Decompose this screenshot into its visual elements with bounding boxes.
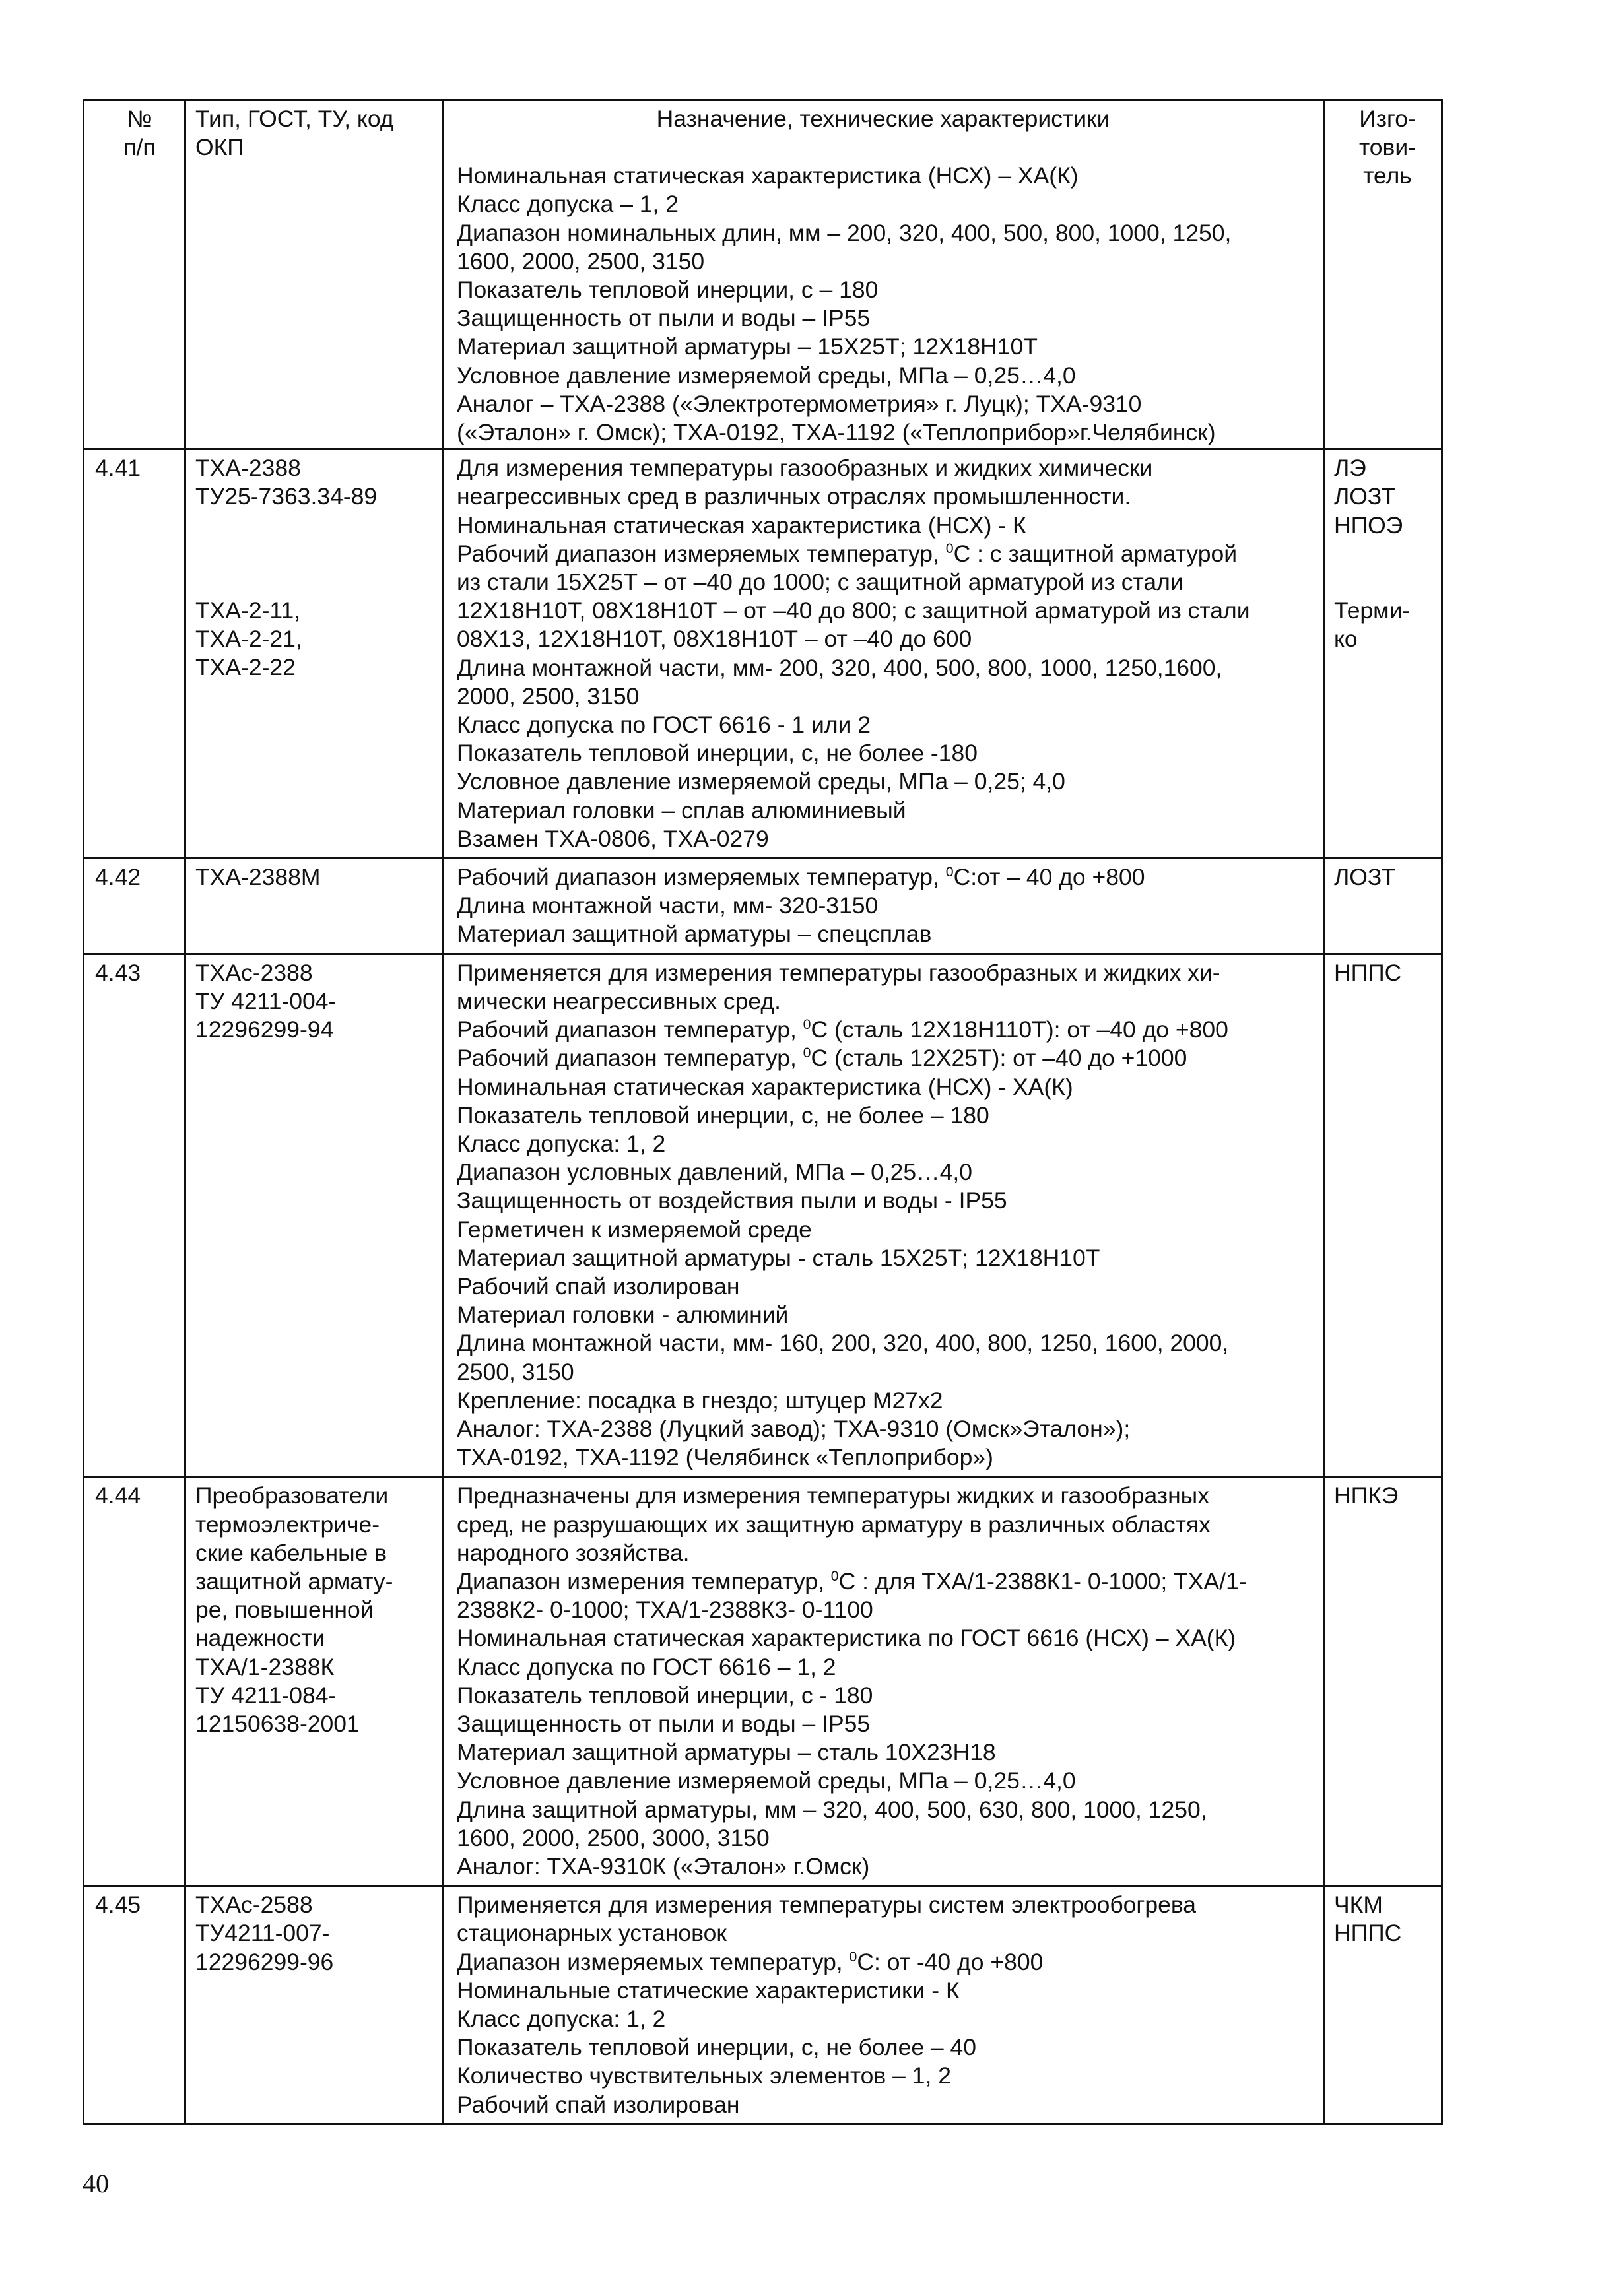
description-line: Материал головки – сплав алюминиевый (457, 797, 906, 824)
description-line: Защищенность от пыли и воды – IP55 (457, 305, 871, 332)
type-line: ТУ 4211-004- (195, 987, 337, 1014)
description-line: Номинальные статические характеристики - К (457, 1977, 960, 2004)
row-maker (1324, 859, 1442, 954)
description-line: 2388К2- 0-1000; ТХА/1-2388К3- 0-1100 (457, 1596, 873, 1624)
row-type (185, 1477, 443, 1886)
description-line: 2000, 2500, 3150 (457, 682, 640, 709)
type-line: надежности (195, 1625, 325, 1652)
continued-description (444, 162, 1323, 447)
description-line: Количество чувствительных элементов – 1, 2 (457, 2062, 951, 2089)
type-line (195, 568, 442, 597)
description-line: 1600, 2000, 2500, 3150 (457, 247, 705, 275)
maker-line: ко (1334, 626, 1358, 653)
row-type (185, 449, 443, 859)
description-line: Защищенность от воздействия пыли и воды - IP55 (457, 1187, 1007, 1214)
header-number-line: № (127, 106, 152, 132)
maker-line: Терми- (1334, 597, 1411, 624)
type-line: ские кабельные в (195, 1539, 387, 1566)
description-line: Диапазон измерения температур, $^0$С : для ТХА/1-2388К1- 0-1000; ТХА/1- (457, 1567, 1247, 1594)
row-maker (1324, 449, 1442, 859)
specification-table (83, 99, 1443, 2125)
maker-line: НПКЭ (1334, 1482, 1399, 1509)
header-number-line: п/п (123, 134, 156, 161)
description-line: Материал защитной арматуры - сталь 15Х25Т; 12Х18Н10Т (457, 1244, 1100, 1271)
description-line: Длина монтажной части, мм- 160, 200, 320, 400, 800, 1250, 1600, 2000, (457, 1330, 1229, 1357)
row-description (443, 1477, 1324, 1886)
row-number: 4.45 (84, 1886, 185, 2124)
row-number: 4.41 (84, 449, 185, 859)
description-line: неагрессивных сред в различных отраслях промышленности. (457, 483, 1131, 510)
table-header-row (84, 100, 1442, 449)
description-line: мически неагрессивных сред. (457, 987, 781, 1014)
description-line: Класс допуска: 1, 2 (457, 2006, 666, 2032)
description-line: Класс допуска по ГОСТ 6616 - 1 или 2 (457, 711, 871, 738)
row-type (185, 859, 443, 954)
type-line (195, 540, 442, 568)
type-line (195, 511, 442, 540)
row-maker (1324, 1477, 1442, 1886)
description-line: Материал защитной арматуры – сталь 10Х23Н18 (457, 1739, 996, 1766)
type-line: ТХА-2388М (195, 864, 321, 891)
description-line: Для измерения температуры газообразных и жидких химически (457, 455, 1153, 482)
type-line: термоэлектриче- (195, 1511, 380, 1538)
table-row (84, 1477, 1442, 1886)
header-description (443, 100, 1324, 449)
header-description-text: Назначение, технические характеристики (656, 106, 1110, 132)
header-type-line: Тип, ГОСТ, ТУ, код (195, 106, 394, 132)
type-line: защитной армату- (195, 1567, 393, 1594)
description-line: Диапазон измеряемых температур, $^0$С: от -40 до +800 (457, 1948, 1044, 1975)
description-line: Класс допуска: 1, 2 (457, 1130, 666, 1157)
description-line: Герметичен к измеряемой среде (457, 1216, 812, 1243)
description-line: Аналог: ТХА-2388 (Луцкий завод); ТХА-9310 (Омск»Эталон»); (457, 1415, 1131, 1442)
row-description (443, 449, 1324, 859)
description-line: Взамен ТХА-0806, ТХА-0279 (457, 825, 769, 852)
description-line: Рабочий спай изолирован (457, 1272, 740, 1299)
type-line: ТХА/1-2388К (195, 1653, 335, 1680)
maker-line: НПОЭ (1334, 511, 1403, 539)
description-line: Защищенность от пыли и воды – IP55 (457, 1710, 871, 1737)
row-description (443, 954, 1324, 1477)
type-line: 12150638-2001 (195, 1710, 360, 1737)
description-line: Крепление: посадка в гнездо; штуцер М27х2 (457, 1387, 943, 1414)
header-maker-line: тель (1363, 162, 1412, 189)
row-number: 4.43 (84, 954, 185, 1477)
row-type (185, 1886, 443, 2124)
description-line: Длина монтажной части, мм- 320-3150 (457, 892, 879, 919)
row-number: 4.42 (84, 859, 185, 954)
description-line: Номинальная статическая характеристика (НСХ) – ХА(К) (457, 162, 1079, 189)
description-line: Длина монтажной части, мм- 200, 320, 400, 500, 800, 1000, 1250,1600, (457, 654, 1222, 681)
description-line: Условное давление измеряемой среды, МПа – 0,25…4,0 (457, 362, 1076, 389)
description-line: 08Х13, 12Х18Н10Т, 08Х18Н10Т – от –40 до 600 (457, 626, 972, 653)
table-body (84, 449, 1442, 2124)
description-line: Показатель тепловой инерции, с, не более – 180 (457, 1101, 989, 1129)
description-line: Условное давление измеряемой среды, МПа – 0,25; 4,0 (457, 768, 1065, 795)
description-line: Номинальная статическая характеристика (НСХ) - К (457, 511, 1026, 539)
description-line: Показатель тепловой инерции, с, не более – 40 (457, 2034, 977, 2061)
type-line: 12296299-96 (195, 1948, 334, 1975)
description-line: Материал защитной арматуры – спецсплав (457, 921, 932, 948)
type-line: ТУ25-7363.34-89 (195, 483, 378, 510)
description-line: Номинальная статическая характеристика (НСХ) - ХА(К) (457, 1073, 1073, 1100)
row-number: 4.44 (84, 1477, 185, 1886)
type-line: ТХА-2-22 (195, 654, 296, 681)
description-line: сред, не разрушающих их защитную арматуру в различных областях (457, 1511, 1211, 1538)
type-line: ТУ4211-007- (195, 1920, 330, 1947)
description-line: Показатель тепловой инерции, с – 180 (457, 277, 879, 304)
description-line: Применяется для измерения температуры систем электрообогрева (457, 1891, 1197, 1919)
maker-line: ЧКМ (1334, 1891, 1383, 1919)
description-line: стационарных установок (457, 1920, 727, 1947)
row-maker (1324, 1886, 1442, 2124)
maker-line: ЛОЗТ (1334, 483, 1396, 510)
row-description (443, 859, 1324, 954)
row-type (185, 954, 443, 1477)
header-maker (1324, 100, 1442, 449)
description-line: Класс допуска – 1, 2 (457, 191, 679, 218)
description-line: 2500, 3150 (457, 1358, 574, 1385)
maker-line: НППС (1334, 1920, 1402, 1947)
description-line: Аналог – ТХА-2388 («Электротермометрия» г. Луцк); ТХА-9310 (457, 390, 1142, 417)
table-row (84, 449, 1442, 859)
header-number (84, 100, 185, 449)
description-line: Диапазон условных давлений, МПа – 0,25…4,0 (457, 1159, 973, 1186)
description-line: («Эталон» г. Омск); ТХА-0192, ТХА-1192 («Теплоприбор»г.Челябинск) (457, 419, 1216, 446)
description-line: Показатель тепловой инерции, с - 180 (457, 1682, 873, 1709)
description-line: Показатель тепловой инерции, с, не более -180 (457, 740, 978, 767)
type-line: ТХА-2388 (195, 455, 301, 482)
description-line: Аналог: ТХА-9310К («Эталон» г.Омск) (457, 1853, 870, 1880)
description-line: Рабочий диапазон измеряемых температур, $^0$С:от – 40 до +800 (457, 864, 1145, 891)
description-line: Номинальная статическая характеристика по ГОСТ 6616 (НСХ) – ХА(К) (457, 1625, 1236, 1652)
maker-line: НППС (1334, 959, 1402, 986)
table-row (84, 859, 1442, 954)
description-line: ТХА-0192, ТХА-1192 (Челябинск «Теплоприбор») (457, 1444, 993, 1471)
type-line: ТУ 4211-084- (195, 1682, 337, 1709)
table-row (84, 1886, 1442, 2124)
description-line: Рабочий диапазон измеряемых температур, $^0$С : с защитной арматурой (457, 540, 1238, 567)
header-maker-line: Изго- (1359, 106, 1416, 132)
type-line: ТХА-2-21, (195, 625, 302, 652)
row-description (443, 1886, 1324, 2124)
type-line: Преобразователи (195, 1482, 389, 1509)
page-number: 40 (83, 2169, 109, 2198)
description-line: Рабочий спай изолирован (457, 2091, 740, 2118)
description-line: 12Х18Н10Т, 08Х18Н10Т – от –40 до 800; с защитной арматурой из стали (457, 597, 1250, 624)
maker-line: ЛОЗТ (1334, 864, 1396, 891)
row-maker (1324, 954, 1442, 1477)
description-line: 1600, 2000, 2500, 3000, 3150 (457, 1824, 770, 1851)
maker-line (1334, 568, 1441, 597)
description-line: Диапазон номинальных длин, мм – 200, 320, 400, 500, 800, 1000, 1250, (457, 219, 1232, 246)
table-row (84, 954, 1442, 1477)
description-line: из стали 15Х25Т – от –40 до 1000; с защитной арматурой из стали (457, 569, 1183, 596)
type-line: 12296299-94 (195, 1016, 334, 1043)
description-line: Условное давление измеряемой среды, МПа – 0,25…4,0 (457, 1767, 1076, 1794)
description-line: Предназначены для измерения температуры жидких и газообразных (457, 1482, 1209, 1509)
header-type-line: ОКП (195, 134, 244, 161)
header-type (185, 100, 443, 449)
type-line: ТХАс-2388 (195, 959, 313, 986)
maker-line: ЛЭ (1334, 455, 1366, 482)
description-line: Рабочий диапазон температур, $^0$С (сталь 12Х18Н110Т): от –40 до +800 (457, 1016, 1228, 1043)
header-maker-line: тови- (1358, 134, 1417, 161)
description-line: Материал головки - алюминий (457, 1301, 789, 1328)
description-line: народного зозяйства. (457, 1539, 690, 1566)
description-line: Материал защитной арматуры – 15Х25Т; 12Х18Н10Т (457, 333, 1038, 360)
description-line: Класс допуска по ГОСТ 6616 – 1, 2 (457, 1653, 836, 1680)
description-line: Рабочий диапазон температур, $^0$С (сталь 12Х25Т): от –40 до +1000 (457, 1045, 1187, 1072)
type-line: ТХА-2-11, (195, 597, 301, 624)
type-line: ТХАс-2588 (195, 1891, 313, 1919)
type-line: ре, повышенной (195, 1596, 374, 1624)
description-line: Применяется для измерения температуры газообразных и жидких хи- (457, 959, 1220, 986)
maker-line (1334, 540, 1441, 568)
description-line: Длина защитной арматуры, мм – 320, 400, 500, 630, 800, 1000, 1250, (457, 1796, 1207, 1823)
